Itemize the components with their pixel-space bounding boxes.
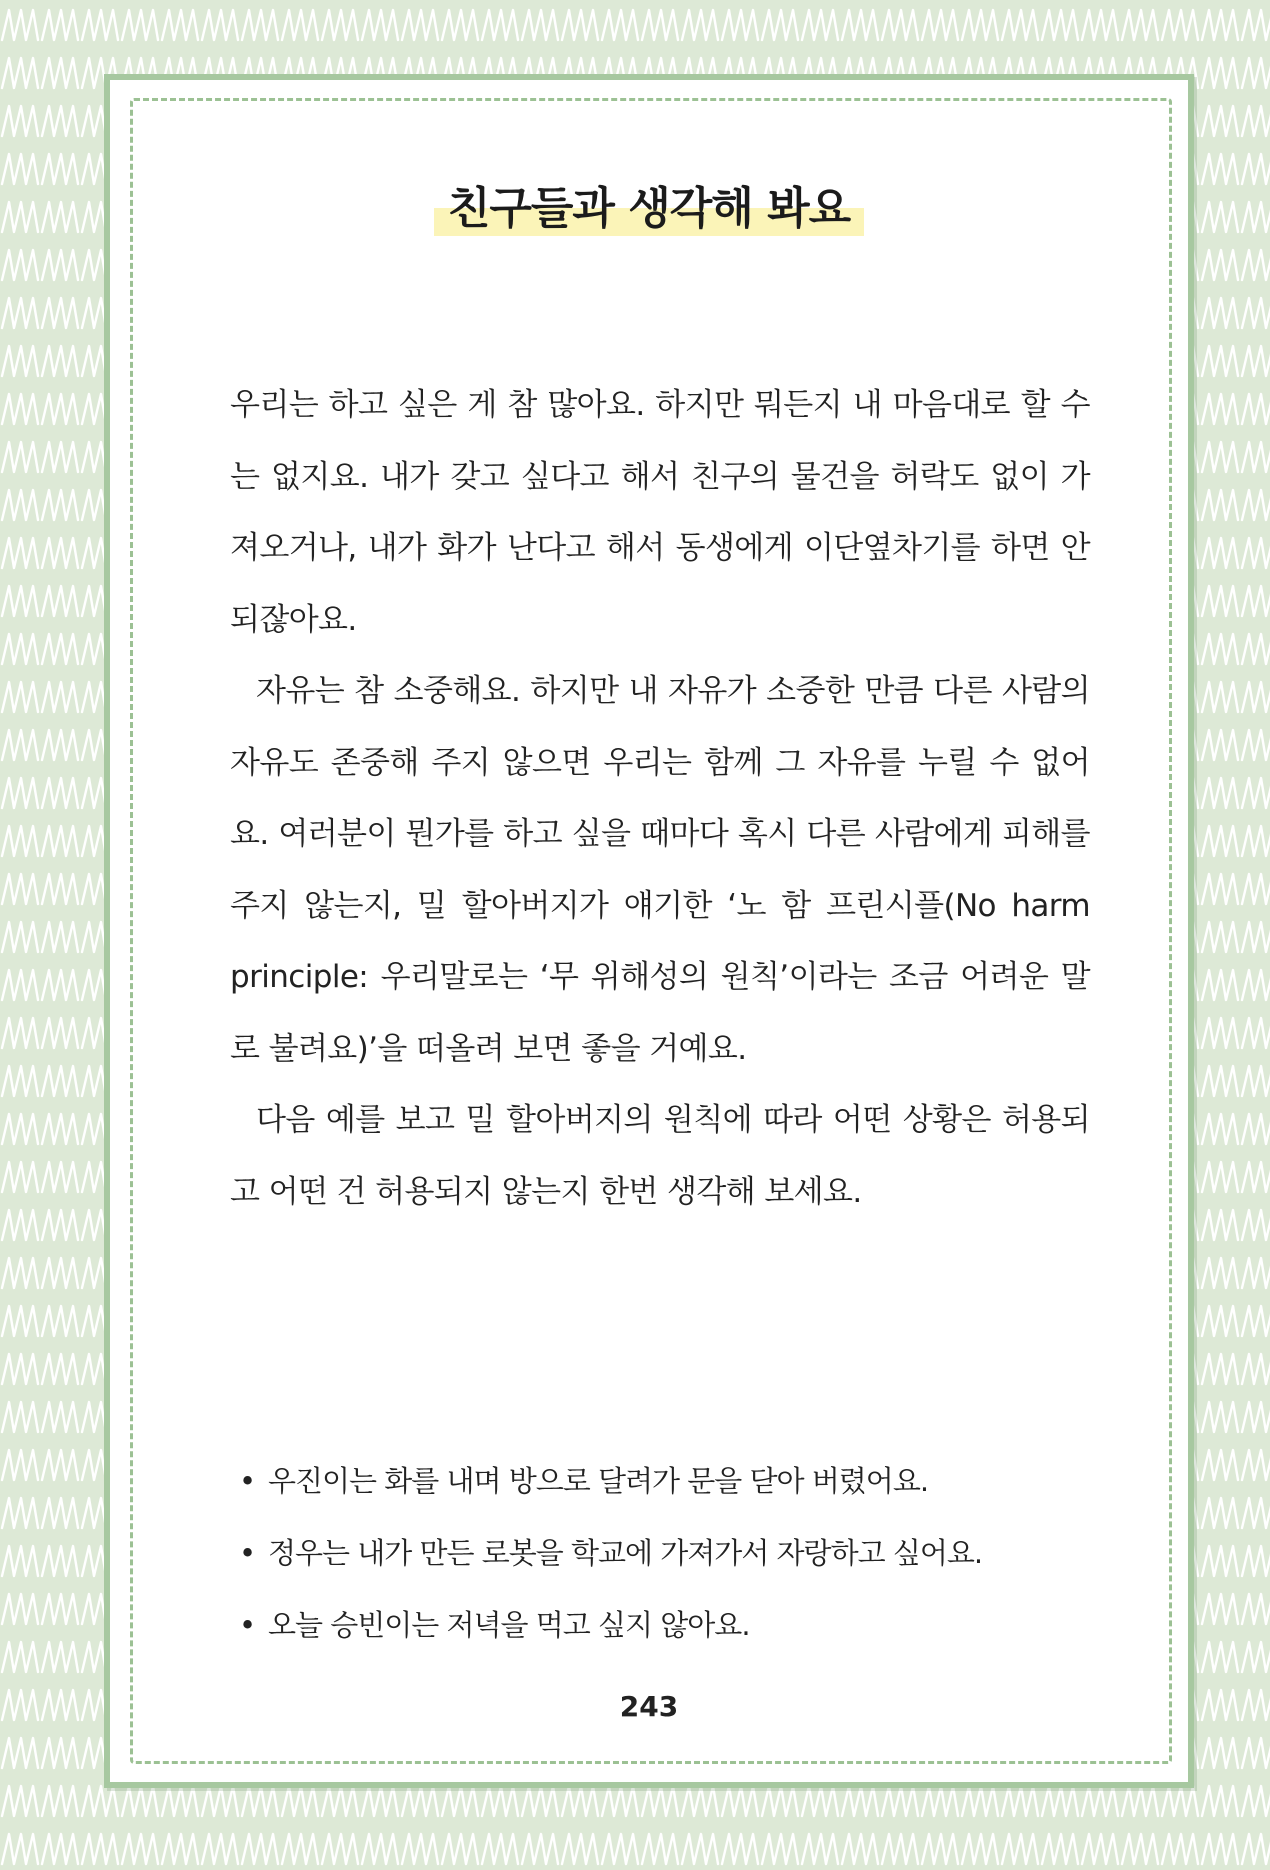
list-item	[228, 1589, 1128, 1661]
list-item-text: 정우는 내가 만든 로봇을 학교에 가져가서 자랑하고 싶어요.	[268, 1536, 983, 1570]
title-container	[110, 172, 1188, 236]
example-list	[228, 1445, 1128, 1661]
bullet-icon: •	[238, 1608, 256, 1642]
list-item-text: 우진이는 화를 내며 방으로 달려가 문을 닫아 버렸어요.	[268, 1464, 929, 1498]
paragraph-1: 우리는 하고 싶은 게 참 많아요. 하지만 뭐든지 내 마음대로 할 수는 없지요. 내가 갖고 싶다고 해서 친구의 물건을 허락도 없이 가져오거나, 내가 화가 난다고 해서 동생에게 이단옆차기를 하면 안 되잖아요.	[230, 387, 1090, 638]
bullet-icon: •	[238, 1536, 256, 1570]
bullet-icon: •	[238, 1464, 256, 1498]
list-item	[228, 1445, 1128, 1517]
list-item-text: 오늘 승빈이는 저녁을 먹고 싶지 않아요.	[268, 1608, 750, 1642]
page-number: 243	[619, 1690, 679, 1723]
page-card	[104, 74, 1194, 1788]
list-item	[228, 1517, 1128, 1589]
page-title: 친구들과 생각해 봐요	[434, 172, 864, 236]
paragraph-3: 다음 예를 보고 밀 할아버지의 원칙에 따라 어떤 상황은 허용되고 어떤 건 허용되지 않는지 한번 생각해 보세요.	[230, 1102, 1090, 1210]
paragraph-2: 자유는 참 소중해요. 하지만 내 자유가 소중한 만큼 다른 사람의 자유도 존중해 주지 않으면 우리는 함께 그 자유를 누릴 수 없어요. 여러분이 뭔가를 하고 싶을 때마다 혹시 다른 사람에게 피해를 주지 않는지, 밀 할아버지가 얘기한 ‘노 함 프린시플(No harm principle: 우리말로는 ‘무 위해성의 원칙’이라는 조금 어려운 말로 불려요)’을 떠올려 보면 좋을 거예요.	[230, 673, 1090, 1067]
body-text	[230, 370, 1090, 1228]
